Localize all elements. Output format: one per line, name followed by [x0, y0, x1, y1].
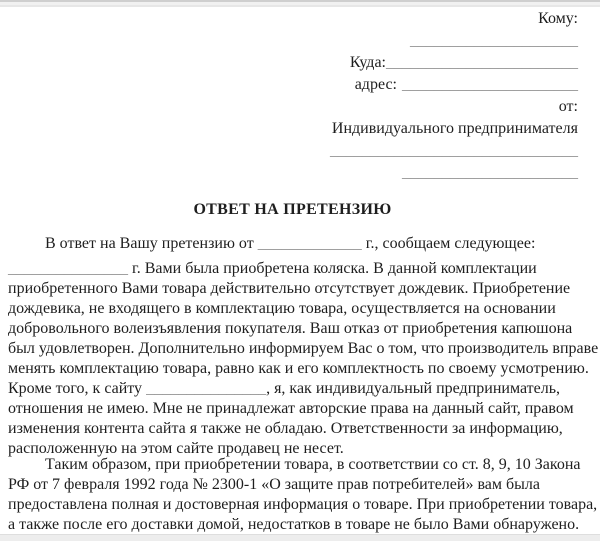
where-label: Куда:: [349, 54, 386, 71]
paragraph-line: предоставлена полная и достоверная информация о товаре. При приобретении товара,: [8, 496, 598, 513]
header-from-blank-line-2: [300, 162, 578, 184]
header-from-blank-line-1: [300, 140, 578, 162]
intro-text-after: г., сообщаем следующее:: [361, 235, 536, 252]
header-to-blank-line: [300, 30, 578, 52]
paragraph-line: отношения не имею. Мне не принадлежат авторские права на данный сайт, правом: [8, 400, 574, 417]
paragraph-line: дождевика, не входящего в комплектацию товара, осуществляется на основании: [8, 300, 556, 317]
paragraph-line: а также после его доставки домой, недостатков в товаре не было Вами обнаружено.: [8, 516, 580, 533]
from-entity-text: Индивидуального предпринимателя: [331, 120, 578, 137]
paragraph-line: приобретенного Вами товара действительно отсутствует дождевик. Приобретение: [8, 280, 571, 297]
header-from-line: [300, 96, 578, 118]
line-text: г. Вами была приобретена коляска. В данной комплектации: [128, 260, 537, 277]
document-title: ОТВЕТ НА ПРЕТЕНЗИЮ: [193, 201, 392, 218]
paragraph-line: менять комплектацию товара, равно как и его комплектность по своему усмотрению.: [8, 360, 589, 377]
paragraph-line: был удовлетворен. Дополнительно информируем Вас о том, что производитель вправе: [8, 340, 599, 357]
purchase-date-blank: _______________: [8, 260, 128, 277]
paragraph-line: изменения контента сайта я также не обладаю. Ответственности за информацию,: [8, 420, 563, 437]
paragraph-line: добровольного волеизъявления покупателя. Ваш отказ от приобретения капюшона: [8, 320, 573, 337]
from-blank-2: ______________________: [402, 164, 578, 181]
from-label: от:: [558, 98, 578, 115]
line-text: , я, как индивидуальный предприниматель,: [266, 380, 561, 397]
header-where-line: [300, 52, 578, 74]
paragraph-line: РФ от 7 февраля 1992 года № 2300-1 «О защите прав потребителей» вам была: [8, 476, 540, 493]
to-blank: _____________________: [410, 32, 578, 49]
paragraph-line: [8, 379, 600, 399]
paragraph-line: расположенную на этом сайте продавец не несет.: [8, 440, 344, 457]
line-text: Кроме того, к сайту: [8, 380, 147, 397]
address-label: адрес:: [354, 76, 397, 93]
intro-paragraph: [8, 234, 600, 254]
main-paragraph: [8, 259, 600, 459]
header-to-line: [300, 8, 578, 30]
top-edge-strip: [0, 0, 600, 7]
bottom-edge-strip: [0, 534, 600, 541]
site-name-blank: _______________: [146, 380, 267, 397]
header-address-line: [300, 74, 578, 96]
where-blank: ________________________: [386, 54, 578, 71]
paragraph-line: [8, 259, 600, 279]
claim-date-blank: _____________: [257, 235, 362, 252]
paragraph-line: Таким образом, при приобретении товара, в соответствии со ст. 8, 9, 10 Закона: [45, 456, 581, 473]
recipient-block: [300, 8, 578, 184]
intro-text-before: В ответ на Вашу претензию от: [45, 235, 258, 252]
legal-paragraph: [8, 455, 600, 535]
header-from-entity: [300, 118, 578, 140]
from-blank-1: _______________________________: [330, 142, 578, 159]
to-label: Кому:: [538, 10, 578, 27]
address-blank: ______________________: [402, 76, 578, 93]
